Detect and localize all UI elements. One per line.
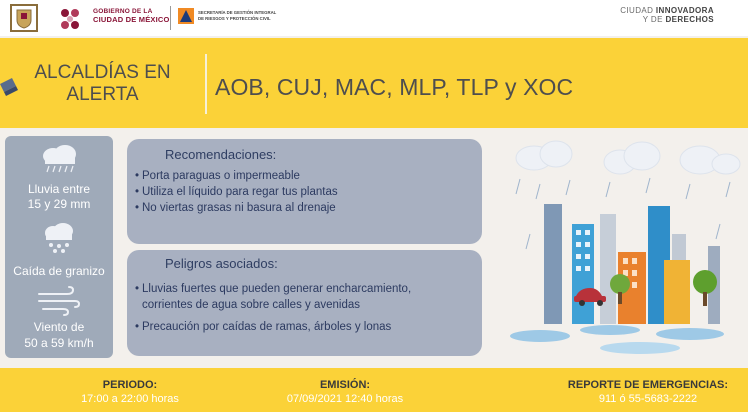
- hail-label: Caída de granizo: [13, 264, 105, 278]
- pc-line-1: SECRETARÍA DE GESTIÓN INTEGRAL: [198, 10, 277, 15]
- period-value: 17:00 a 22:00 horas: [81, 393, 179, 405]
- pc-line-2: DE RIESGOS Y PROTECCIÓN CIVIL: [198, 15, 271, 21]
- cdmx-logo-icon: [56, 6, 84, 32]
- wind-icon: [37, 286, 81, 316]
- slogan-part-1: CIUDAD: [620, 6, 656, 15]
- list-item: • Precaución por caídas de ramas, árboles y lonas: [135, 321, 392, 333]
- recommendations-list: [135, 168, 338, 216]
- period-block: [40, 378, 220, 406]
- header-divider: [170, 6, 171, 30]
- rain-label-1: Lluvia entre: [27, 182, 91, 196]
- footer-bar: [0, 368, 748, 412]
- cdmx-shield-icon: [10, 4, 38, 32]
- alert-title-line-2: ALERTA: [66, 84, 139, 105]
- slogan-part-3: Y DE: [642, 15, 666, 24]
- rainy-city-illustration: [500, 134, 748, 362]
- alert-banner: [0, 38, 748, 128]
- emission-value: 07/09/2021 12:40 horas: [286, 393, 404, 405]
- header-bar: [0, 0, 748, 36]
- government-name: [93, 8, 170, 24]
- slogan-part-2: INNOVADORA: [655, 6, 714, 15]
- alert-title: [0, 62, 205, 106]
- hazards-card: [127, 250, 482, 356]
- recommendations-title: Recomendaciones:: [165, 147, 277, 162]
- city-slogan: [620, 6, 714, 24]
- list-item: • Lluvias fuertes que pueden generar encharcamiento,: [135, 283, 412, 295]
- period-label: PERIODO:: [102, 379, 158, 391]
- list-item: corrientes de agua sobre calles y avenidas: [142, 299, 360, 311]
- rain-cloud-icon: [39, 144, 81, 174]
- emergency-label: REPORTE DE EMERGENCIAS:: [567, 379, 729, 391]
- slogan-part-4: DERECHOS: [665, 15, 714, 24]
- alcaldias-list: AOB, CUJ, MAC, MLP, TLP y XOC: [215, 74, 574, 100]
- list-item: • Porta paraguas o impermeable: [135, 170, 300, 182]
- weather-panel: [5, 136, 113, 358]
- hail-cloud-icon: [41, 222, 77, 254]
- banner-divider: [205, 54, 207, 114]
- wind-label-1: Viento de: [33, 320, 85, 334]
- gov-line-2: CIUDAD DE MÉXICO: [93, 15, 170, 24]
- emergency-value: 911 ó 55-5683-2222: [598, 393, 698, 405]
- civil-protection-name: [198, 10, 276, 21]
- emission-block: [255, 378, 435, 406]
- list-item: • No viertas grasas ni basura al drenaje: [135, 202, 336, 214]
- hazards-list: [135, 281, 411, 335]
- gov-line-1: GOBIERNO DE LA: [93, 8, 153, 15]
- emission-label: EMISIÓN:: [319, 379, 371, 391]
- alert-title-line-1: ALCALDÍAS EN: [34, 62, 171, 83]
- hazards-title: Peligros asociados:: [165, 256, 278, 271]
- civil-protection-icon: [178, 8, 194, 24]
- rain-label-2: 15 y 29 mm: [27, 197, 91, 211]
- wind-label-2: 50 a 59 km/h: [24, 336, 94, 350]
- list-item: • Utiliza el líquido para regar tus plantas: [135, 186, 338, 198]
- recommendations-card: [127, 139, 482, 244]
- emergency-block: [558, 378, 738, 406]
